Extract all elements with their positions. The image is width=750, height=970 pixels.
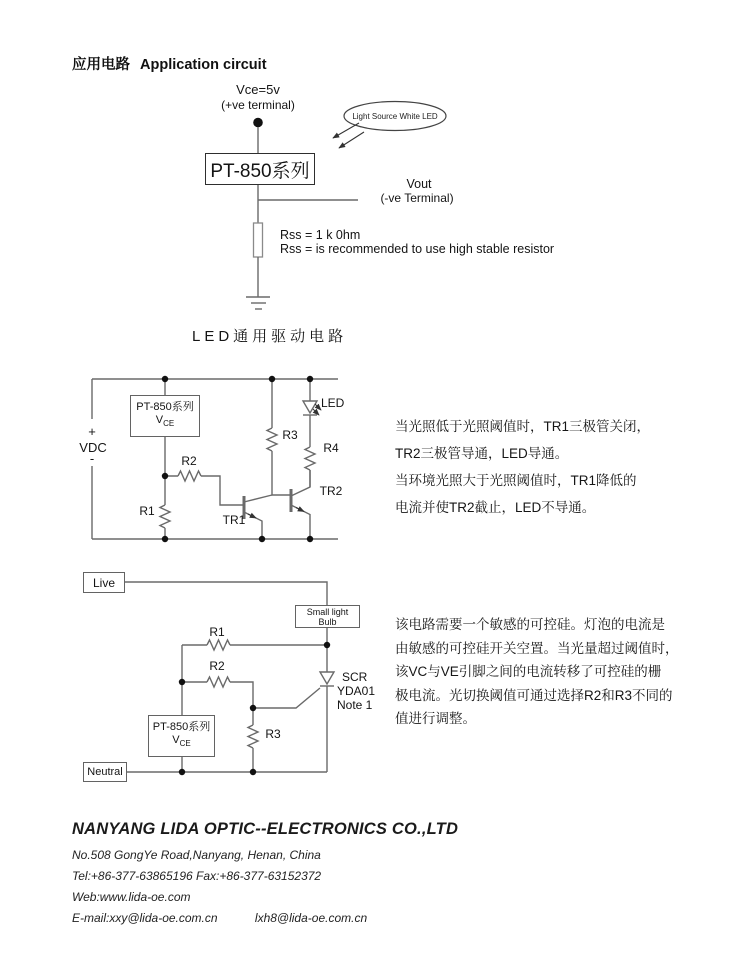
small-light-bulb-box	[295, 605, 360, 628]
rss-resistor	[254, 223, 263, 257]
company-email	[72, 911, 458, 925]
company-tel-fax: Tel:+86-377-63865196 Fax:+86-377-63152372	[72, 869, 322, 883]
description-line: 该电路需要一个敏感的可控硅。灯泡的电流是	[395, 617, 665, 632]
description-line: TR2三极管导通，LED导通。	[395, 446, 569, 461]
tr2-label: TR2	[319, 484, 343, 498]
resistor-r3	[248, 708, 258, 772]
company-name: NANYANG LIDA OPTIC--ELECTRONICS CO.,LTD	[72, 820, 459, 838]
r3-label: R3	[282, 428, 298, 442]
scr-icon	[320, 645, 334, 772]
resistor-r1	[160, 505, 170, 539]
description-line: 电流并使TR2截止，LED不导通。	[395, 500, 596, 515]
company-email-2: lxh8@lida-oe.com.cn	[254, 911, 368, 925]
page-title	[72, 53, 267, 74]
positive-terminal-dot	[253, 118, 263, 128]
live-terminal-box	[83, 572, 125, 593]
pt850-label: PT-850系列	[152, 721, 211, 734]
vdc-plus-label: +	[88, 424, 96, 439]
description-line: 值进行调整。	[395, 711, 476, 726]
light-source-label: Light Source White LED	[352, 112, 438, 121]
vce-label: V	[155, 414, 164, 427]
pt850-component-box	[205, 153, 315, 185]
r1-label: R1	[209, 625, 225, 639]
live-label: Live	[92, 575, 115, 590]
vce-sub-label: CE	[179, 739, 191, 749]
resistor-r2	[165, 471, 244, 505]
r2-label: R2	[181, 454, 197, 468]
pt850-component-box	[130, 395, 200, 437]
pt850-label: PT-850系列	[136, 401, 194, 414]
description-line: 该VC与VE引脚之间的电流转移了可控硅的栅	[395, 664, 662, 679]
description-line: 当环境光照大于光照阈值时，TR1降低的	[395, 473, 637, 488]
resistor-r1	[182, 640, 327, 650]
neutral-label: Neutral	[87, 766, 123, 778]
description-line: 当光照低于光照阈值时，TR1三极管关闭，	[395, 419, 651, 434]
page-title-en: Application circuit	[140, 57, 267, 73]
company-footer	[72, 820, 458, 932]
scr-note-label: Note 1	[337, 698, 373, 712]
vce-supply-label: Vce=5v	[236, 82, 280, 97]
pt850-label: PT-850系列	[210, 160, 310, 182]
positive-terminal-label: (+ve terminal)	[221, 98, 295, 112]
company-address: No.508 GongYe Road,Nanyang, Henan, China	[72, 848, 321, 862]
pt850-component-box	[148, 715, 215, 757]
transistor-tr2	[291, 470, 310, 539]
scr-gate-wire	[253, 688, 320, 708]
neutral-terminal-box	[83, 762, 127, 782]
company-web: Web:www.lida-oe.com	[72, 890, 191, 904]
r1-label: R1	[139, 504, 155, 518]
led-label: LED	[321, 396, 345, 410]
rss-note-label: Rss = is recommended to use high stable resistor	[280, 242, 555, 256]
bulb-label-line1: Small light	[306, 606, 349, 617]
resistor-r2	[182, 677, 253, 708]
vce-label: V	[172, 734, 180, 747]
scr-model-label: YDA01	[337, 684, 376, 698]
bulb-label-line2: Bulb	[318, 616, 337, 627]
company-email-1: E-mail:xxy@lida-oe.com.cn	[72, 911, 218, 925]
rss-value-label: Rss = 1 k 0hm	[280, 228, 361, 242]
r4-label: R4	[323, 441, 339, 455]
r3-label: R3	[265, 727, 281, 741]
vout-label: Vout	[406, 177, 432, 191]
negative-terminal-label: (-ve Terminal)	[380, 191, 454, 205]
vce-sub-label: CE	[163, 419, 175, 429]
vdc-label: VDC	[79, 440, 107, 455]
description-line: 由敏感的可控硅开关空置。当光量超过阈值时，	[395, 640, 679, 656]
page-title-cn: 应用电路	[72, 57, 130, 73]
vdc-minus-label: -	[89, 451, 95, 466]
circuit2-description	[395, 413, 650, 521]
description-line: 极电流。光切换阈值可通过选择R2和R3不同的	[395, 687, 673, 703]
circuit3-description	[395, 613, 679, 731]
tr1-label: TR1	[222, 513, 246, 527]
led-driver-section-title: LED通用驱动电路	[192, 328, 348, 345]
ground-icon	[246, 297, 270, 309]
scr-label: SCR	[342, 670, 368, 684]
led-icon	[303, 401, 321, 415]
r2-label: R2	[209, 659, 225, 673]
circuit2-wiring	[89, 376, 338, 542]
transistor-tr1	[244, 495, 272, 539]
